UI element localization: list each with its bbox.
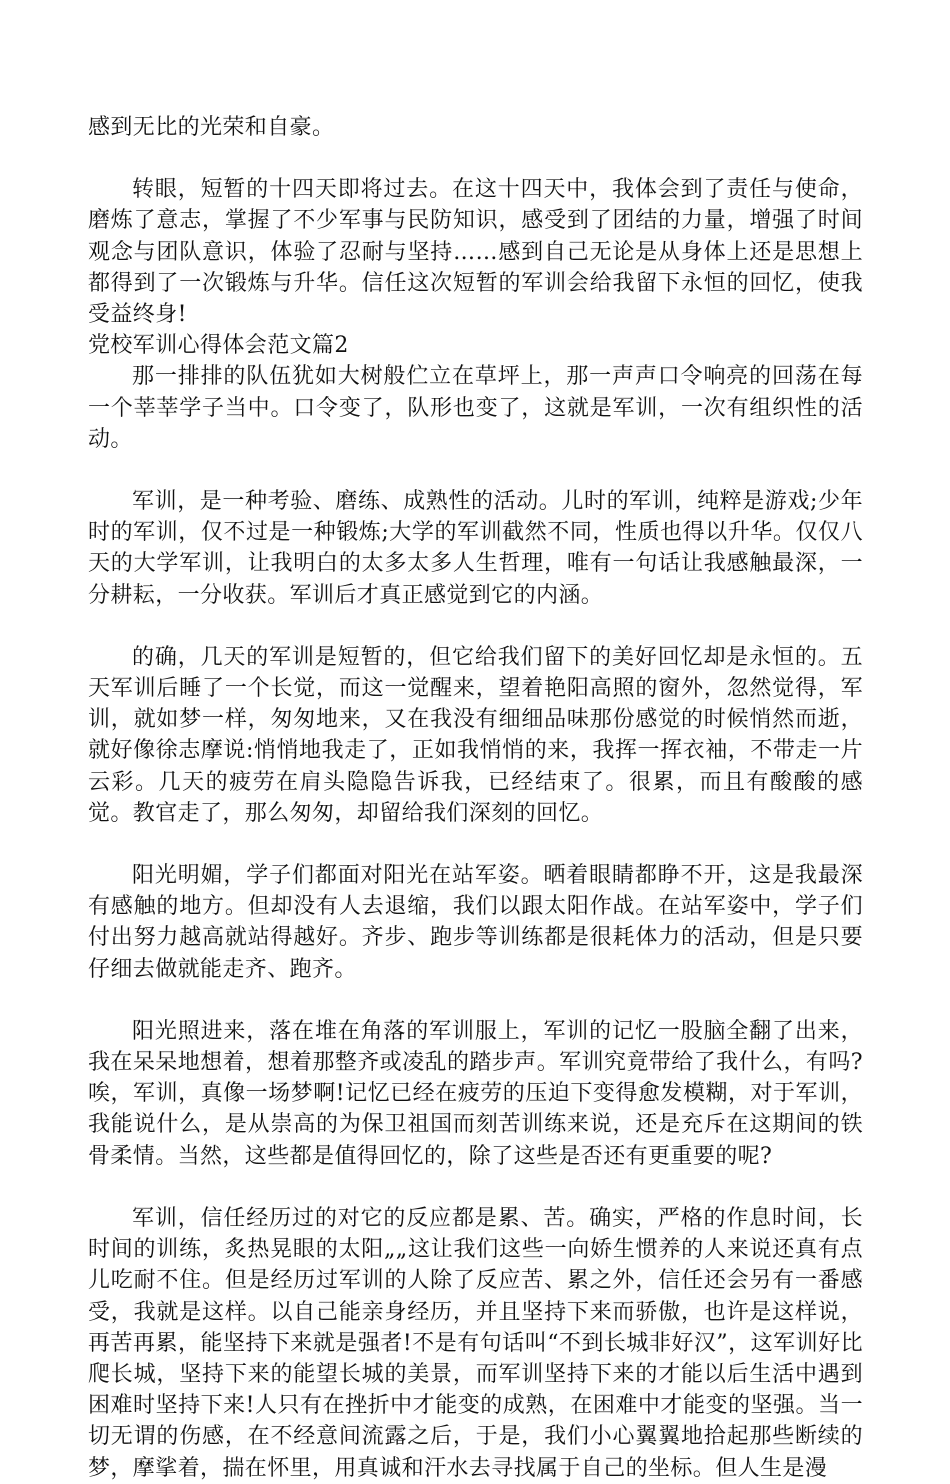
paragraph-gap: [88, 829, 863, 860]
paragraph-gap: [88, 985, 863, 1016]
paragraph-4: 的确，几天的军训是短暂的，但它给我们留下的美好回忆却是永恒的。五天军训后睡了一个长觉，而这一觉醒来，望着艳阳高照的窗外，忽然觉得，军训，就如梦一样，匆匆地来，又在我没有细细品味那份感觉的时候悄然而逝，就好像徐志摩说:悄悄地我走了，正如我悄悄的来，我挥一挥衣袖，不带走一片云彩。几天的疲劳在肩头隐隐告诉我，已经结束了。很累，而且有酸酸的感觉。教官走了，那么匆匆，却留给我们深刻的回忆。: [88, 644, 863, 826]
paragraph-7: 军训，信任经历过的对它的反应都是累、苦。确实，严格的作息时间，长时间的训练，炙热晃眼的太阳„„这让我们这些一向娇生惯养的人来说还真有点儿吃耐不住。但是经历过军训的人除了反应苦、累之外，信任还会另有一番感受，我就是这样。以自己能亲身经历，并且坚持下来而骄傲，也许是这样说，再苦再累，能坚持下来就是强者!不是有句话叫“不到长城非好汉”，这军训好比爬长城，坚持下来的能望长城的美景，而军训坚持下来的才能以后生活中遇到困难时坚持下来!人只有在挫折中才能变的成熟，在困难中才能变的坚强。当一切无谓的伤感，在不经意间流露之后，于是，我们小心翼翼地拾起那些断续的梦，摩挲着，揣在怀里，用真诚和汗水去寻找属于自己的坐标。但人生是漫: [88, 1205, 863, 1481]
paragraph-continuation: 感到无比的光荣和自豪。: [88, 115, 335, 140]
paragraph-gap: [88, 611, 863, 642]
document-page: [88, 112, 863, 1484]
paragraph-gap: [88, 455, 863, 486]
paragraph-1: 转眼，短暂的十四天即将过去。在这十四天中，我体会到了责任与使命，磨炼了意志，掌握了不少军事与民防知识，感受到了团结的力量，增强了时间观念与团队意识，体验了忍耐与坚持……感到自己无论是从身体上还是思想上都得到了一次锻炼与升华。信任这次短暂的军训会给我留下永恒的回忆，使我受益终身!: [88, 177, 863, 328]
paragraph-3: 军训，是一种考验、磨练、成熟性的活动。儿时的军训，纯粹是游戏;少年时的军训，仅不过是一种锻炼;大学的军训截然不同，性质也得以升华。仅仅八天的大学军训，让我明白的太多太多人生哲理，唯有一句话让我感触最深，一分耕耘，一分收获。军训后才真正感觉到它的内涵。: [88, 489, 863, 608]
paragraph-2: 那一排排的队伍犹如大树般伫立在草坪上，那一声声口令响亮的回荡在每一个莘莘学子当中。口令变了，队形也变了，这就是军训，一次有组织性的活动。: [88, 364, 863, 452]
section-heading: 党校军训心得体会范文篇2: [88, 333, 349, 359]
paragraph-gap: [88, 143, 863, 174]
paragraph-6: 阳光照进来，落在堆在角落的军训服上，军训的记忆一股脑全翻了出来，我在呆呆地想着，想着那整齐或凌乱的踏步声。军训究竟带给了我什么，有吗?唉，军训，真像一场梦啊!记忆已经在疲劳的压迫下变得愈发模糊，对于军训，我能说什么，是从崇高的为保卫祖国而刻苦训练来说，还是充斥在这期间的铁骨柔情。当然，这些都是值得回忆的，除了这些是否还有更重要的呢?: [88, 1018, 863, 1169]
paragraph-5: 阳光明媚，学子们都面对阳光在站军姿。晒着眼睛都睁不开，这是我最深有感触的地方。但却没有人去退缩，我们以跟太阳作战。在站军姿中，学子们付出努力越高就站得越好。齐步、跑步等训练都是很耗体力的活动，但是只要仔细去做就能走齐、跑齐。: [88, 863, 863, 982]
paragraph-gap: [88, 1172, 863, 1203]
